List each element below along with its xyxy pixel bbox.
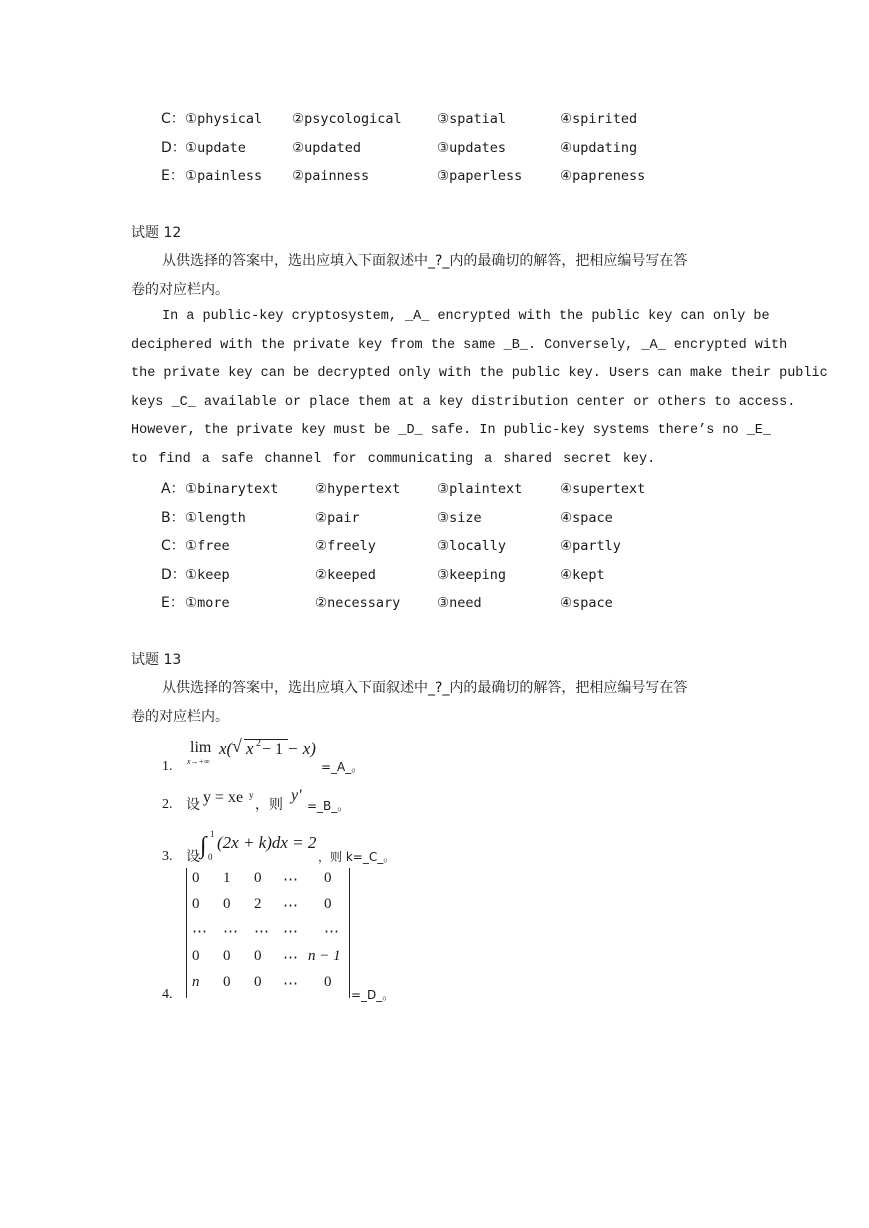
option-choice: ③need (437, 595, 482, 611)
option-choice: ②keeped (315, 566, 376, 583)
q13-title: 试题 13 (131, 652, 182, 668)
option-choice: ②hypertext (315, 481, 401, 497)
option-row (0, 139, 869, 157)
determinant-cell: ⋯ (283, 924, 298, 940)
item-2-answer-blank: =_B_。 (307, 799, 350, 813)
item-2-prefix: 设 (186, 797, 200, 813)
limit-subscript: x→+∞ (187, 757, 210, 766)
option-choice: ④partly (560, 538, 621, 554)
determinant-cell: 0 (254, 948, 262, 964)
option-choice: ①length (185, 509, 246, 526)
option-letter: A： (161, 481, 185, 497)
determinant-cell: ⋯ (192, 924, 207, 940)
determinant-cell: 0 (223, 974, 231, 990)
option-choice: ③updates (437, 139, 506, 156)
item-2-superscript: y (249, 790, 254, 800)
integral-expression: (2x + k)dx = 2 (217, 833, 317, 852)
option-choice: ④supertext (560, 481, 646, 497)
option-choice: ①painless (185, 168, 263, 184)
q12-instruction-line-2: 卷的对应栏内。 (131, 282, 229, 298)
option-choice: ②pair (315, 509, 360, 526)
determinant-cell: ⋯ (283, 898, 298, 914)
option-row (0, 509, 869, 527)
determinant-cell: 0 (254, 974, 262, 990)
limit-symbol: lim (190, 739, 212, 756)
sqrt-sign: √ (232, 736, 242, 756)
option-choice: ④kept (560, 566, 605, 583)
option-choice: ①update (185, 139, 246, 156)
determinant-cell: ⋯ (283, 950, 298, 966)
determinant-cell: n − 1 (308, 948, 341, 964)
item-3-prefix: 设 (186, 849, 200, 865)
option-choice: ②psycological (292, 111, 402, 127)
q12-instruction-line-1: 从供选择的答案中，选出应填入下面叙述中_?_内的最确切的解答，把相应编号写在答 (162, 253, 688, 269)
determinant-cell: 1 (223, 870, 231, 886)
item-number: 2. (162, 797, 173, 812)
determinant-cell: 2 (254, 896, 262, 912)
integral-upper-limit: 1 (210, 829, 215, 839)
option-choice: ①binarytext (185, 481, 279, 497)
option-choice: ③plaintext (437, 481, 523, 497)
determinant-cell: 0 (192, 870, 200, 886)
item-4-answer-blank: =_D_。 (351, 988, 395, 1002)
option-row (0, 480, 869, 498)
option-letter: B： (161, 509, 185, 526)
determinant-cell: ⋯ (283, 976, 298, 992)
limit-expression-prefix: x( (219, 739, 233, 758)
determinant-cell: ⋯ (254, 924, 269, 940)
determinant-cell: 0 (324, 896, 332, 912)
sqrt-rest: − 1 (262, 741, 284, 758)
option-choice: ②updated (292, 139, 361, 156)
q12-passage-line: In a public-key cryptosystem, _A_ encrypted with the public key can only be (162, 309, 770, 324)
q13-instruction-line-2: 卷的对应栏内。 (131, 709, 229, 725)
q12-passage-line: keys _C_ available or place them at a key distribution center or others to access. (131, 394, 796, 410)
item-2-y-prime: y' (291, 787, 302, 804)
determinant-cell: 0 (223, 948, 231, 964)
option-choice: ③keeping (437, 566, 506, 583)
option-choice: ④space (560, 509, 613, 526)
option-choice: ④spirited (560, 111, 638, 127)
option-choice: ③size (437, 509, 482, 526)
integral-lower-limit: 0 (208, 852, 213, 862)
q12-passage-line: deciphered with the private key from the same _B_. Conversely, _A_ encrypted with (131, 337, 788, 353)
q12-title: 试题 12 (131, 225, 182, 241)
integral-sign: ∫ (200, 833, 207, 859)
option-letter: D： (161, 566, 186, 583)
q13-instruction-line-1: 从供选择的答案中，选出应填入下面叙述中_?_内的最确切的解答，把相应编号写在答 (162, 680, 688, 696)
item-2-expression: y = xe (203, 789, 244, 806)
option-letter: C： (161, 538, 185, 554)
option-row (0, 537, 869, 555)
option-choice: ④updating (560, 139, 638, 156)
option-choice: ①more (185, 595, 230, 611)
determinant-cell: n (192, 974, 200, 990)
option-choice: ②necessary (315, 595, 401, 611)
determinant-cell: ⋯ (324, 924, 339, 940)
limit-expression-tail: − x) (287, 739, 316, 758)
item-number: 1. (162, 759, 173, 774)
option-choice: ③spatial (437, 111, 506, 127)
option-choice: ①keep (185, 566, 230, 583)
sqrt-body: x (246, 739, 254, 758)
option-choice: ④space (560, 595, 613, 611)
option-row (0, 110, 869, 128)
determinant-cell: 0 (254, 870, 262, 886)
item-1-answer-blank: =_A_。 (321, 760, 364, 774)
option-choice: ④papreness (560, 168, 646, 184)
option-row (0, 167, 869, 185)
option-letter: E： (161, 168, 184, 184)
option-choice: ②freely (315, 538, 376, 554)
option-letter: E： (161, 595, 184, 611)
option-choice: ①free (185, 538, 230, 554)
determinant-cell: 0 (324, 974, 332, 990)
q12-passage-line: However, the private key must be _D_ safe. In public-key systems there’s no _E_ (131, 423, 772, 438)
option-letter: D： (161, 139, 186, 156)
q12-passage (131, 303, 828, 474)
item-number: 3. (162, 849, 173, 864)
option-row (0, 594, 869, 612)
determinant-cell: 0 (192, 948, 200, 964)
determinant-cell: ⋯ (223, 924, 238, 940)
item-2-connector: ，则 (255, 797, 283, 813)
determinant-cell: ⋯ (283, 872, 298, 888)
option-choice: ②painness (292, 168, 370, 184)
q12-passage-line: to find a safe channel for communicating a shared secret key. (131, 451, 656, 467)
option-letter: C： (161, 111, 185, 127)
option-choice: ③paperless (437, 168, 523, 184)
item-3-answer-blank: ，则 k=_C_。 (318, 850, 396, 864)
sqrt-superscript: 2 (256, 738, 261, 749)
determinant-cell: 0 (223, 896, 231, 912)
item-number: 4. (162, 987, 173, 1002)
q12-passage-line: the private key can be decrypted only with the public key. Users can make their public (131, 366, 828, 381)
determinant-cell: 0 (192, 896, 200, 912)
option-choice: ③locally (437, 538, 506, 554)
option-choice: ①physical (185, 111, 263, 127)
determinant (186, 868, 350, 998)
option-row (0, 566, 869, 584)
determinant-cell: 0 (324, 870, 332, 886)
